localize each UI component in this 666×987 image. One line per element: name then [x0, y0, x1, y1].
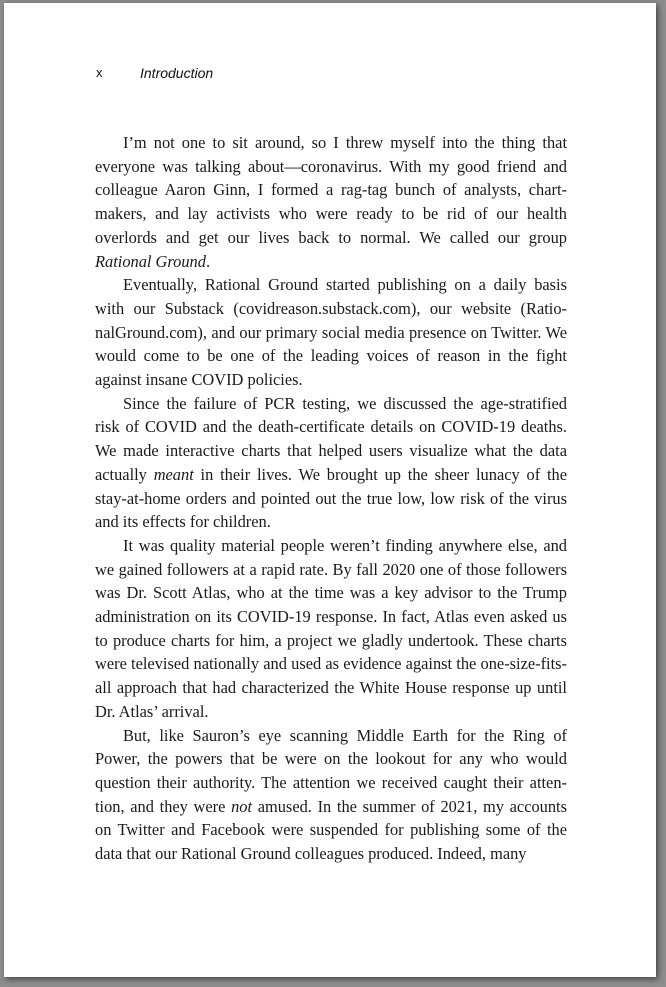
paragraph-text: . — [205, 251, 211, 271]
paragraph — [95, 273, 567, 392]
paragraph — [95, 534, 567, 724]
paragraph — [95, 392, 567, 534]
paragraph-text: It was quality material people weren’t finding anywhere else, and we gained followers at a rapid rate. By fall 2020 one of those followers was Dr. Scott Atlas, who at the time was a key advisor to the Trump administration on its COVID-19 response. In fact, Atlas even asked us to produce charts for him, a project we gladly undertook. These charts were televised nationally and used as evidence against the one-size-fits-all approach that had characterized the White House response up until Dr. Atlas’ arrival. — [95, 535, 567, 721]
paragraph-text: Eventually, Rational Ground started publishing on a daily basis with our Substack (covidreason.substack.com), our website (RationalGround.com), and our primary social media presence on Twitter. We would come to be one of the leading voices of reason in the fight against insane COVID policies. — [95, 275, 567, 390]
paragraph-text: Since the failure of PCR testing, we discussed the age-stratified risk of COVID and the death-certificate details on COVID-19 deaths. We made interactive charts that helped users visualize what the data actually — [95, 393, 567, 484]
paragraph-text: amused. In the summer of 2021, my accounts on Twitter and Facebook were suspended for publishing some of the data that our Rational Ground colleagues produced. Indeed, many — [95, 796, 567, 864]
italic-text: Rational Ground — [95, 251, 206, 271]
paragraph — [95, 724, 567, 866]
italic-text: not — [231, 796, 253, 816]
paragraph-text: in their lives. We brought up the sheer lunacy of the stay-at-home orders and pointed out the true low, low risk of the virus and its effects for children. — [95, 464, 567, 532]
paragraph-text: But, like Sauron’s eye scanning Middle Earth for the Ring of Power, the powers that be were on the lookout for any who would question their authority. The attention we received caught their attention, and they were — [95, 725, 567, 816]
section-title: Introduction — [140, 65, 214, 81]
paragraph — [95, 131, 567, 273]
italic-text: meant — [153, 464, 194, 484]
book-page — [4, 3, 656, 977]
body-text — [95, 131, 567, 866]
page-number: x — [96, 65, 103, 80]
paragraph-text: I’m not one to sit around, so I threw myself into the thing that everyone was talking about—coronavirus. With my good friend and colleague Aaron Ginn, I formed a rag-tag bunch of analysts, chart-makers, and lay activists who were ready to be rid of our health overlords and get our lives back to normal. We called our group — [95, 133, 567, 247]
